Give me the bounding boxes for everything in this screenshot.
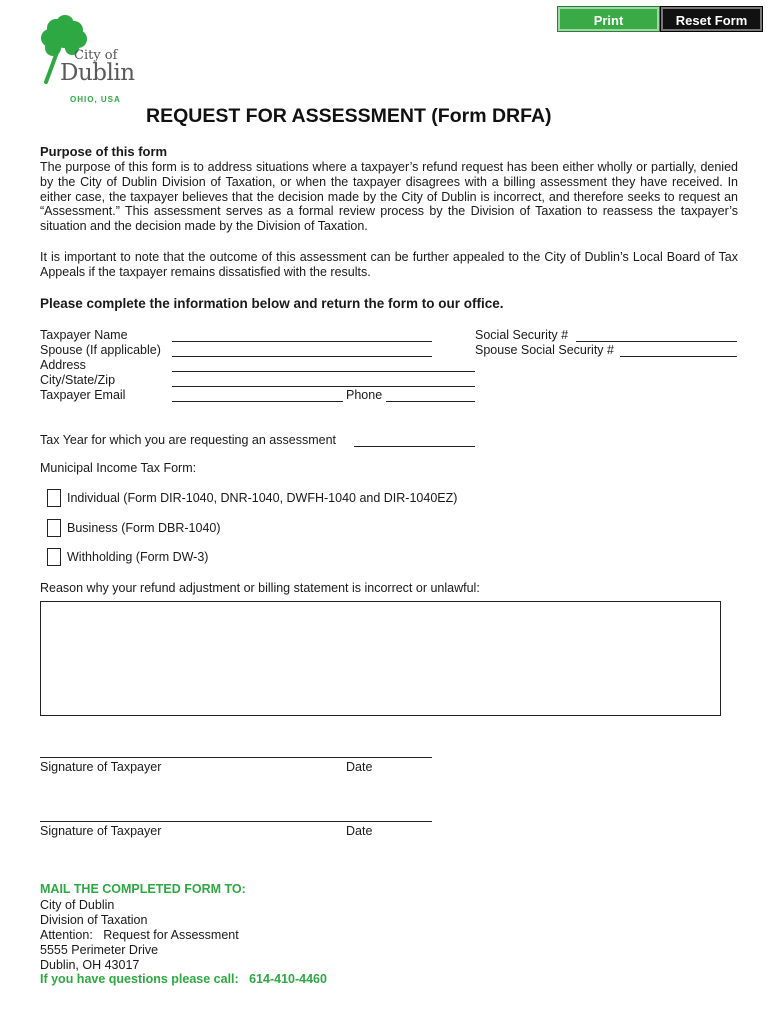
- address-label: Address: [40, 358, 86, 372]
- ssn-field[interactable]: [576, 341, 737, 342]
- spouse-field[interactable]: [172, 356, 432, 357]
- logo-ohio-usa: OHIO, USA: [70, 95, 121, 104]
- instructions-heading: Please complete the information below and return the form to our office.: [40, 296, 504, 311]
- logo-city-of: City of: [74, 48, 118, 63]
- tax-form-label: Municipal Income Tax Form:: [40, 461, 197, 475]
- tax-year-field[interactable]: [354, 446, 475, 447]
- spouse-label: Spouse (If applicable): [40, 343, 161, 357]
- reason-textarea[interactable]: [40, 601, 721, 716]
- business-option-label: Business (Form DBR-1040): [67, 521, 221, 535]
- address-field[interactable]: [172, 371, 475, 372]
- taxpayer-name-label: Taxpayer Name: [40, 328, 128, 342]
- reset-form-button[interactable]: Reset Form: [661, 7, 762, 31]
- questions-phone: If you have questions please call: 614-410-4460: [40, 972, 327, 986]
- reason-label: Reason why your refund adjustment or billing statement is incorrect or unlawful:: [40, 581, 480, 595]
- date-label-2: Date: [346, 824, 373, 838]
- phone-field[interactable]: [386, 401, 475, 402]
- print-button[interactable]: Print: [558, 7, 659, 31]
- mail-line-4: 5555 Perimeter Drive: [40, 943, 159, 957]
- city-state-zip-label: City/State/Zip: [40, 373, 116, 387]
- individual-checkbox[interactable]: [47, 489, 61, 507]
- signature-line-2[interactable]: [40, 821, 432, 822]
- ssn-label: Social Security #: [475, 328, 569, 342]
- individual-option-label: Individual (Form DIR-1040, DNR-1040, DWFH-1040 and DIR-1040EZ): [67, 491, 458, 505]
- mail-line-2: Division of Taxation: [40, 913, 148, 927]
- page-title: REQUEST FOR ASSESSMENT (Form DRFA): [146, 105, 552, 127]
- city-state-zip-field[interactable]: [172, 386, 475, 387]
- spouse-ssn-field[interactable]: [620, 356, 737, 357]
- taxpayer-name-field[interactable]: [172, 341, 432, 342]
- purpose-heading: Purpose of this form: [40, 144, 168, 159]
- withholding-option-label: Withholding (Form DW-3): [67, 550, 209, 564]
- signature-line-1[interactable]: [40, 757, 432, 758]
- spouse-ssn-label: Spouse Social Security #: [475, 343, 614, 357]
- taxpayer-email-field[interactable]: [172, 401, 343, 402]
- purpose-paragraph-2: It is important to note that the outcome of this assessment can be further appealed to the City of Dublin’s Local Board of Tax Appeals if the taxpayer remains dissatisfied with the results.: [40, 250, 738, 279]
- mail-line-5: Dublin, OH 43017: [40, 958, 140, 972]
- city-logo: [38, 14, 138, 106]
- mail-heading: MAIL THE COMPLETED FORM TO:: [40, 882, 246, 896]
- business-checkbox[interactable]: [47, 519, 61, 537]
- signature-label-2: Signature of Taxpayer: [40, 824, 162, 838]
- purpose-paragraph-1: The purpose of this form is to address situations where a taxpayer’s refund request has been either wholly or partially, denied by the City of Dublin Division of Taxation, or when the taxpayer disagrees with a billing assessment they have received. In either case, the taxpayer believes that the decision made by the City of Dublin is incorrect, and therefore seeks to request an “Assessment.” This assessment serves as a formal review process by the Division of Taxation to reassess the taxpayer’s situation and the decision made by the Division of Taxation.: [40, 160, 738, 234]
- mail-line-1: City of Dublin: [40, 898, 115, 912]
- withholding-checkbox[interactable]: [47, 548, 61, 566]
- logo-dublin: Dublin: [60, 60, 135, 86]
- phone-label: Phone: [346, 388, 383, 402]
- date-label-1: Date: [346, 760, 373, 774]
- tax-year-label: Tax Year for which you are requesting an assessment: [40, 433, 337, 447]
- signature-label-1: Signature of Taxpayer: [40, 760, 162, 774]
- taxpayer-email-label: Taxpayer Email: [40, 388, 126, 402]
- mail-line-3: Attention: Request for Assessment: [40, 928, 239, 942]
